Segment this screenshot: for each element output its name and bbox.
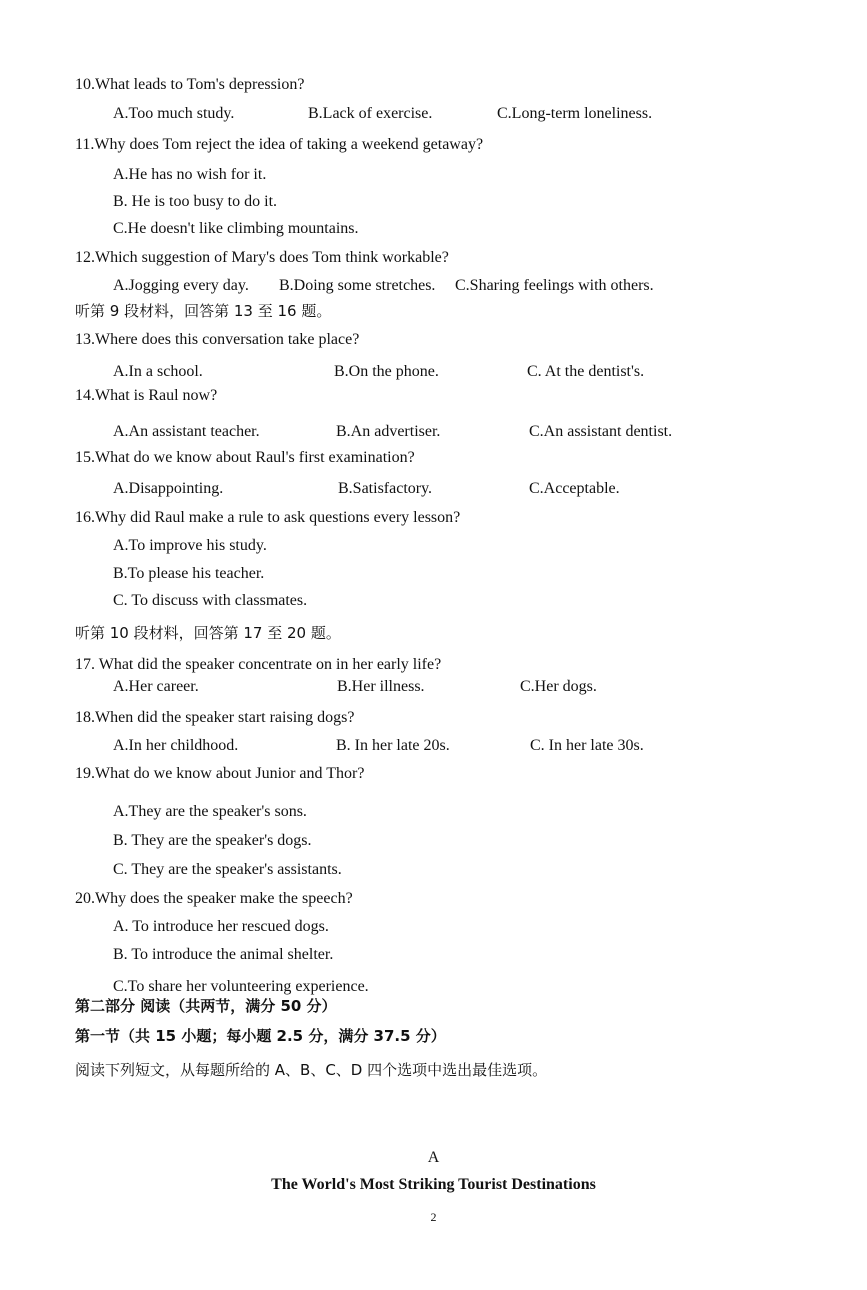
question-18-option-c: C. In her late 30s. (530, 737, 644, 754)
question-12-option-a: A.Jogging every day. (113, 277, 249, 294)
question-18-option-b: B. In her late 20s. (336, 737, 450, 754)
question-16-option-a: A.To improve his study. (113, 537, 267, 554)
question-13-stem: 13.Where does this conversation take place? (75, 331, 360, 348)
question-18-stem: 18.When did the speaker start raising dogs? (75, 709, 355, 726)
question-19-option-c: C. They are the speaker's assistants. (113, 861, 342, 878)
question-20-option-b: B. To introduce the animal shelter. (113, 946, 334, 963)
question-10-option-b: B.Lack of exercise. (308, 105, 433, 122)
question-10-option-a: A.Too much study. (113, 105, 235, 122)
section-1-heading: 第一节（共 15 小题；每小题 2.5 分，满分 37.5 分） (75, 1027, 446, 1045)
passage-title: The World's Most Striking Tourist Destinations (271, 1176, 596, 1193)
question-12-stem: 12.Which suggestion of Mary's does Tom think workable? (75, 249, 449, 266)
question-16-stem: 16.Why did Raul make a rule to ask questions every lesson? (75, 509, 461, 526)
question-11-option-b: B. He is too busy to do it. (113, 193, 278, 210)
question-11-option-a: A.He has no wish for it. (113, 166, 267, 183)
question-16-option-c: C. To discuss with classmates. (113, 592, 308, 609)
question-10-stem: 10.What leads to Tom's depression? (75, 76, 305, 93)
question-12-option-c: C.Sharing feelings with others. (455, 277, 654, 294)
listening-instruction-9: 听第 9 段材料，回答第 13 至 16 题。 (75, 302, 332, 320)
question-18-option-a: A.In her childhood. (113, 737, 239, 754)
question-15-option-a: A.Disappointing. (113, 480, 224, 497)
listening-instruction-10: 听第 10 段材料，回答第 17 至 20 题。 (75, 624, 341, 642)
question-19-option-a: A.They are the speaker's sons. (113, 803, 307, 820)
question-19-option-b: B. They are the speaker's dogs. (113, 832, 312, 849)
question-20-option-a: A. To introduce her rescued dogs. (113, 918, 329, 935)
question-17-stem: 17. What did the speaker concentrate on in her early life? (75, 656, 442, 673)
question-14-option-b: B.An advertiser. (336, 423, 441, 440)
question-19-stem: 19.What do we know about Junior and Thor? (75, 765, 365, 782)
part-2-heading: 第二部分 阅读（共两节，满分 50 分） (75, 997, 337, 1015)
question-10-option-c: C.Long-term loneliness. (497, 105, 653, 122)
question-20-stem: 20.Why does the speaker make the speech? (75, 890, 353, 907)
question-12-option-b: B.Doing some stretches. (279, 277, 436, 294)
page-number: 2 (430, 1210, 437, 1224)
question-20-option-c: C.To share her volunteering experience. (113, 978, 369, 995)
reading-instruction: 阅读下列短文，从每题所给的 A、B、C、D 四个选项中选出最佳选项。 (75, 1061, 548, 1079)
question-16-option-b: B.To please his teacher. (113, 565, 265, 582)
question-17-option-a: A.Her career. (113, 678, 199, 695)
question-11-option-c: C.He doesn't like climbing mountains. (113, 220, 359, 237)
question-15-stem: 15.What do we know about Raul's first examination? (75, 449, 415, 466)
question-17-option-b: B.Her illness. (337, 678, 425, 695)
question-15-option-c: C.Acceptable. (529, 480, 620, 497)
question-14-option-a: A.An assistant teacher. (113, 423, 260, 440)
question-17-option-c: C.Her dogs. (520, 678, 597, 695)
question-11-stem: 11.Why does Tom reject the idea of taking a weekend getaway? (75, 136, 484, 153)
question-13-option-c: C. At the dentist's. (527, 363, 645, 380)
question-14-option-c: C.An assistant dentist. (529, 423, 673, 440)
passage-letter: A (427, 1149, 440, 1166)
question-13-option-b: B.On the phone. (334, 363, 439, 380)
question-13-option-a: A.In a school. (113, 363, 203, 380)
question-15-option-b: B.Satisfactory. (338, 480, 433, 497)
question-14-stem: 14.What is Raul now? (75, 387, 218, 404)
